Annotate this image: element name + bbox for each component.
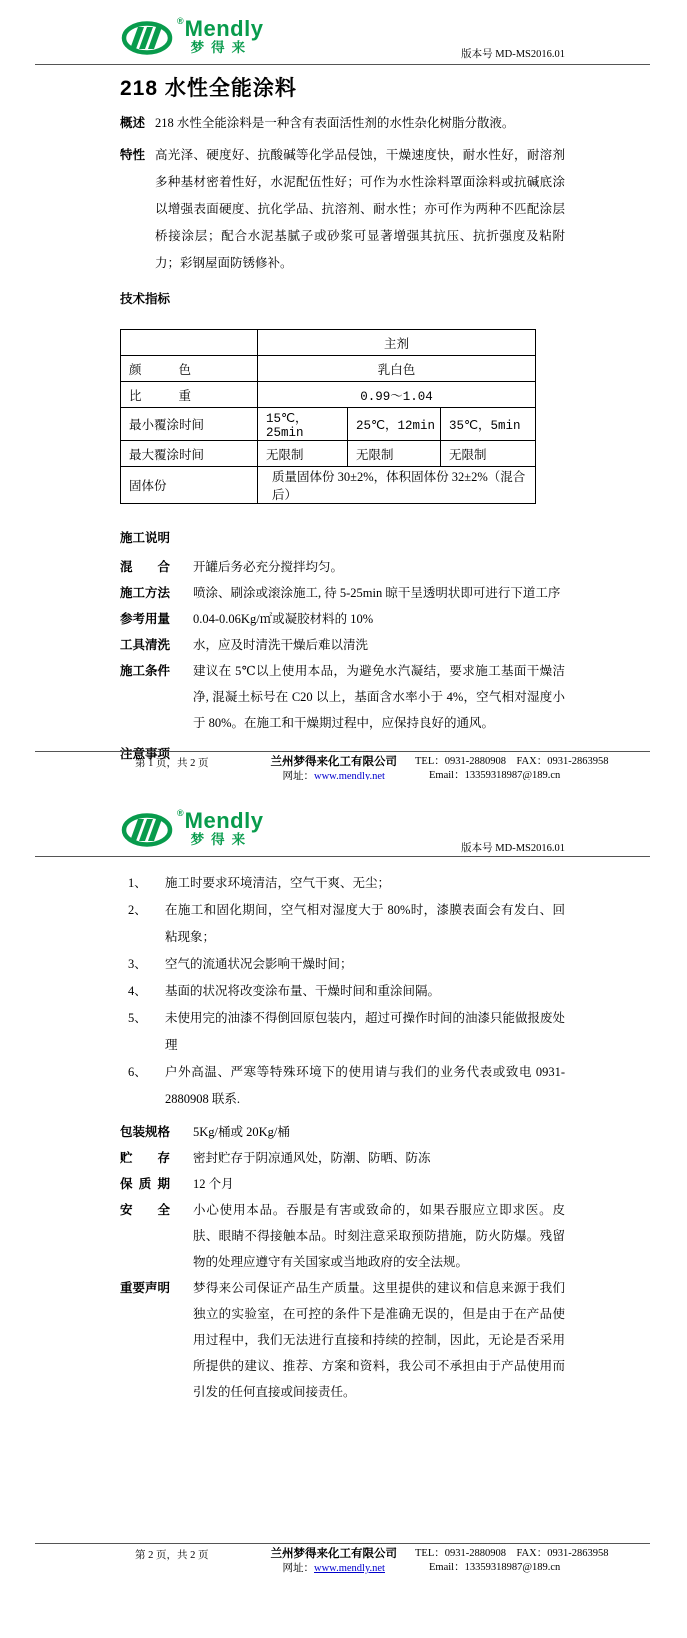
note-item [120, 897, 565, 951]
company-name: 兰州梦得来化工有限公司 [270, 756, 397, 768]
storage-label: 贮 存 [120, 1151, 170, 1165]
tech-specs-table [120, 329, 536, 504]
registered-trademark: ® [177, 16, 184, 26]
tech-specs-heading: 技术指标 [120, 292, 171, 306]
features-label: 特性 [120, 148, 146, 162]
features-text: 高光泽、硬度好、抗酸碱等化学品侵蚀，干燥速度快，耐水性好，耐溶剂多种基材密着性好，水泥配伍性好；可作为水性涂料罩面涂料或抗碱底涂以增强表面硬度、抗化学品、抗溶剂、耐水性；亦可作为两种不匹配涂层桥接涂层；配合水泥基腻子或砂浆可显著增强其抗压、抗折强度及粘附力；彩钢屋面防锈修补。 [155, 148, 565, 270]
brand-name-cn: 梦得来 [190, 40, 253, 55]
page-number: 第 1 页，共 2 页 [135, 758, 209, 769]
header-divider [35, 64, 650, 65]
note-number: 1、 [128, 876, 147, 890]
mixing-label: 混 合 [120, 560, 170, 574]
brand-wordmark [185, 18, 264, 55]
min-recoat-35c: 35℃，5min [441, 408, 536, 441]
footer-contact-block [415, 1547, 608, 1575]
note-text: 施工时要求环境清洁，空气干爽、无尘； [165, 876, 391, 890]
dosage-label: 参考用量 [120, 612, 171, 626]
page-1 [0, 0, 687, 780]
overview-text: 218 水性全能涂料是一种含有表面活性剂的水性杂化树脂分散液。 [155, 116, 515, 130]
overview-row [120, 110, 565, 136]
table-row [121, 356, 536, 382]
min-recoat-25c: 25℃，12min [348, 408, 441, 441]
shelf-life-label: 保 质 期 [120, 1177, 170, 1191]
registered-trademark: ® [177, 808, 184, 818]
note-number: 3、 [128, 957, 147, 971]
website-link[interactable]: www.mendly.net [314, 1563, 385, 1574]
note-item [120, 1005, 565, 1059]
footer-company-block [271, 755, 398, 780]
min-recoat-15c: 15℃，25min [258, 408, 348, 441]
page-2 [0, 780, 687, 1638]
solids-value: 质量固体份 30±2%，体积固体份 32±2%（混合后） [258, 467, 536, 504]
storage-row [120, 1145, 565, 1171]
email: 13359318987@189.cn [464, 770, 561, 780]
brand-name-cn: 梦得来 [190, 832, 253, 847]
page-title: 218 水性全能涂料 [120, 77, 297, 100]
brand-name-en: Mendly [184, 808, 264, 833]
note-item [120, 1059, 565, 1113]
method-text: 喷涂、刷涂或滚涂施工, 待 5-25min 晾干呈透明状即可进行下道工序 [193, 586, 561, 600]
note-text: 在施工和固化期间，空气相对湿度大于 80%时，漆膜表面会有发白、回粘现象； [165, 903, 565, 944]
table-row [121, 408, 536, 441]
shelf-life-row [120, 1171, 565, 1197]
max-recoat-35c: 无限制 [441, 441, 536, 467]
dosage-text: 0.04-0.06Kg/㎡或凝胶材料的 10% [193, 612, 374, 626]
overview-label: 概述 [120, 116, 146, 130]
color-label: 颜 色 [129, 362, 191, 377]
note-number: 6、 [128, 1065, 147, 1079]
packaging-row [120, 1119, 565, 1145]
email: 13359318987@189.cn [464, 1562, 561, 1573]
safety-label: 安 全 [120, 1203, 170, 1217]
website-link[interactable]: www.mendly.net [314, 771, 385, 780]
disclaimer-text: 梦得来公司保证产品生产质量。这里提供的建议和信息来源于我们独立的实验室，在可控的条件下是准确无误的，但是由于在产品使用过程中，我们无法进行直接和持续的控制，因此，无论是否采用所提供的建议、推荐、方案和资料，我公司不承担由于产品使用而引发的任何直接或间接责任。 [193, 1281, 565, 1399]
shelf-life-text: 12 个月 [193, 1177, 234, 1191]
mixing-text: 开罐后务必充分搅拌均匀。 [193, 560, 344, 574]
note-text: 基面的状况将改变涂布量、干燥时间和重涂间隔。 [165, 984, 441, 998]
company-name: 兰州梦得来化工有限公司 [270, 1548, 397, 1560]
tel: TEL：0931-2880908 [415, 756, 506, 767]
table-row [121, 330, 536, 356]
page-number: 第 2 页，共 2 页 [135, 1550, 209, 1561]
fax: FAX：0931-2863958 [516, 1548, 609, 1559]
color-value: 乳白色 [258, 356, 536, 382]
note-item [120, 978, 565, 1005]
version-label: 版本号 MD-MS2016.01 [461, 49, 565, 60]
footer-contact-block [415, 755, 608, 780]
note-text: 空气的流通状况会影响干燥时间； [165, 957, 353, 971]
note-item [120, 870, 565, 897]
header-divider [35, 856, 650, 857]
construction-item [120, 580, 565, 606]
disclaimer-label: 重要声明 [120, 1281, 171, 1295]
note-text: 户外高温、严寒等特殊环境下的使用请与我们的业务代表或致电 0931-2880908 联系. [165, 1065, 565, 1106]
packaging-text: 5Kg/桶或 20Kg/桶 [193, 1125, 290, 1139]
density-value: 0.99～1.04 [258, 382, 536, 408]
safety-text: 小心使用本品。吞服是有害或致命的，如果吞服应立即求医。皮肤、眼睛不得接触本品。时刻注意采取预防措施，防火防爆。残留物的处理应遵守有关国家或当地政府的安全法规。 [193, 1203, 565, 1269]
construction-item [120, 554, 565, 580]
max-recoat-25c: 无限制 [348, 441, 441, 467]
construction-item [120, 658, 565, 736]
email-label: Email： [429, 1562, 465, 1573]
tel: TEL：0931-2880908 [415, 1548, 506, 1559]
note-number: 2、 [128, 903, 147, 917]
features-row [120, 142, 565, 277]
mendly-logo [120, 810, 263, 850]
note-number: 5、 [128, 1011, 147, 1025]
disclaimer-row [120, 1275, 565, 1405]
footer-company-block [271, 1547, 398, 1576]
table-main-header: 主剂 [258, 330, 536, 356]
mendly-logo-icon [120, 18, 176, 58]
solids-label: 固体份 [121, 467, 258, 504]
version-label: 版本号 MD-MS2016.01 [461, 843, 565, 854]
table-row [121, 441, 536, 467]
construction-item [120, 632, 565, 658]
website-label: 网址： [282, 1563, 315, 1574]
brand-name-en: Mendly [184, 16, 264, 41]
note-text: 未使用完的油漆不得倒回原包装内，超过可操作时间的油漆只能做报废处理 [165, 1011, 566, 1052]
note-number: 4、 [128, 984, 147, 998]
construction-item [120, 606, 565, 632]
brand-wordmark [185, 810, 264, 847]
page-footer [35, 751, 650, 780]
table-row [121, 467, 536, 504]
method-label: 施工方法 [120, 586, 171, 600]
email-label: Email： [429, 770, 465, 780]
table-row [121, 382, 536, 408]
density-label: 比 重 [129, 388, 191, 403]
conditions-label: 施工条件 [120, 664, 171, 678]
packaging-label: 包装规格 [120, 1125, 171, 1139]
mendly-logo [120, 18, 263, 58]
note-item [120, 951, 565, 978]
fax: FAX：0931-2863958 [516, 756, 609, 767]
tool-cleaning-text: 水，应及时清洗干燥后难以清洗 [193, 638, 369, 652]
max-recoat-label: 最大覆涂时间 [121, 441, 258, 467]
tool-cleaning-label: 工具清洗 [120, 638, 171, 652]
safety-row [120, 1197, 565, 1275]
mendly-logo-icon [120, 810, 176, 850]
website-label: 网址： [282, 771, 315, 780]
min-recoat-label: 最小覆涂时间 [121, 408, 258, 441]
storage-text: 密封贮存于阴凉通风处，防潮、防晒、防冻 [193, 1151, 431, 1165]
page-footer [35, 1543, 650, 1576]
conditions-text: 建议在 5℃以上使用本品，为避免水汽凝结，要求施工基面干燥洁净, 混凝土标号在 C20 以上，基面含水率小于 4%，空气相对湿度小于 80%。在施工和干燥期过程中，应保持良好的通风。 [193, 664, 565, 730]
construction-heading: 施工说明 [120, 531, 171, 545]
max-recoat-15c: 无限制 [258, 441, 348, 467]
notes-heading: 注意事项 [120, 747, 171, 761]
